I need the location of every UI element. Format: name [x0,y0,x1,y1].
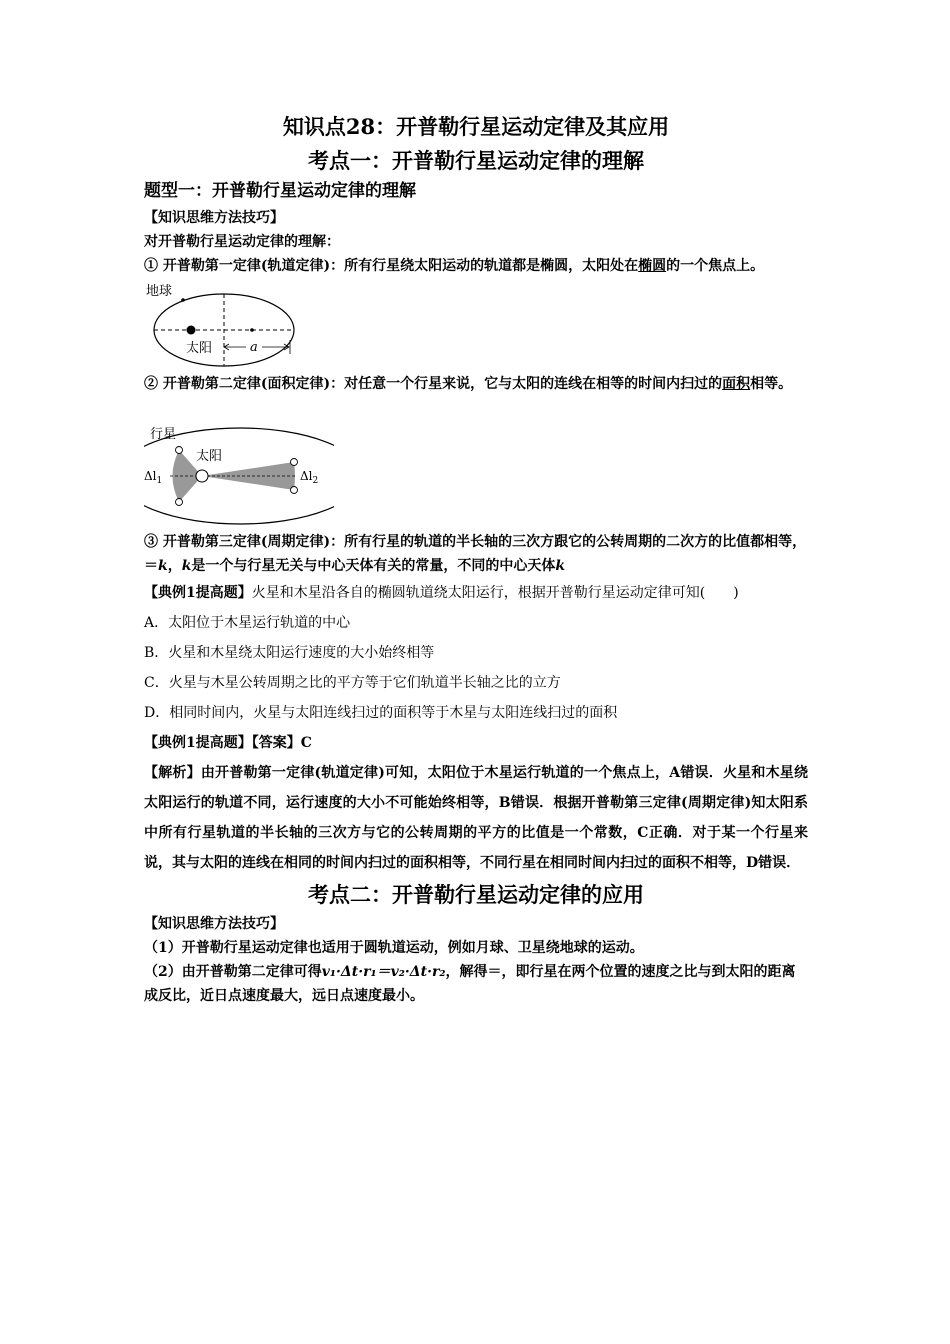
planet-pos-3 [291,459,298,466]
example1-stem [144,578,808,608]
planet-pos-2 [176,499,183,506]
skills-label-1: 【知识思维方法技巧】 [144,210,284,226]
document-content [144,112,808,1008]
ellipse-orbit-diagram [144,280,304,368]
a-label: a [250,340,258,355]
answer-label: 【典例1提高题】【答案】 [144,735,301,751]
analysis-text: 由开普勒第一定律(轨道定律)可知，太阳位于木星运行轨道的一个焦点上，A错误．火星和木星绕太阳运行的轨道不同，运行速度的大小不可能始终相等，B错误．根据开普勒第三定律(周期定律)知太阳系中所有行星轨道的半长轴的三次方与它的公转周期的平方的比值是一个常数，C正确．对于某一个行星来说，其与太阳的连线在相同的时间内扫过的面积相等，不同行星在相同时间内扫过的面积不相等，D错误． [144,765,809,871]
planet-label: 行星 [150,427,177,442]
law2-text [144,372,808,396]
sun-label-2: 太阳 [196,449,223,464]
law1-text [144,254,808,278]
option-d: D．相同时间内，火星与太阳连线扫过的面积等于木星与太阳连线扫过的面积 [144,705,618,721]
application-1: （1）开普勒行星运动定律也适用于圆轨道运动，例如月球、卫星绕地球的运动。 [144,940,644,956]
law1-prefix: ① 开普勒第一定律(轨道定律)：所有行星绕太阳运动的轨道都是椭圆，太阳处在 [144,258,639,274]
focus-dot [250,328,254,332]
section-title-2: 考点二：开普勒行星运动定律的应用 [308,882,644,907]
dl2-label: $\Delta l_2$ [300,469,319,486]
option-a: A．太阳位于木星运行轨道的中心 [144,615,351,631]
law1-underline: 椭圆 [638,258,667,274]
example1-label: 【典例1提高题】 [144,585,252,601]
app2-prefix: （2）由开普勒第二定律可得 [144,964,322,980]
area-law-diagram [144,422,334,526]
planet-pos-4 [291,487,298,494]
option-b: B．火星和木星绕太阳运行速度的大小始终相等 [144,645,435,661]
law3-k1: k [158,558,168,574]
answer-value: C [300,735,312,751]
dl1-label: $\Delta l_1$ [144,469,163,486]
analysis-label: 【解析】 [144,765,201,781]
earth-label: 地球 [146,284,173,299]
law3-k2: k [181,558,192,574]
law3-k3: k [555,558,566,574]
app2-formula: v₁·Δt·r₁＝v₂·Δt·r₂ [321,964,446,980]
planet-pos-1 [176,447,183,454]
law3-text [144,530,808,578]
app2-suffix: ，解得＝，即行星在两个位置的速度之比与到太阳的距离成反比，近日点速度最大，远日点速度最小。 [144,964,796,1004]
example1-analysis [144,758,808,878]
earth-dot [181,298,185,302]
law1-suffix: 的一个焦点上。 [666,258,765,274]
law3-prefix: ③ 开普勒第三定律(周期定律)：所有行星的轨道的半长轴的三次方跟它的公转周期的二次方的比值都相等，＝ [144,534,807,574]
sun-circle [196,470,208,482]
law2-underline: 面积 [722,376,751,392]
section-title-1: 考点一：开普勒行星运动定律的理解 [308,148,644,173]
subsection-title-1: 题型一：开普勒行星运动定律的理解 [144,181,416,201]
law2-suffix: 相等。 [750,376,793,392]
sun-label: 太阳 [186,341,213,356]
sun-dot [187,326,196,335]
example1-answer [144,728,808,758]
application-2 [144,960,808,1008]
law2-prefix: ② 开普勒第二定律(面积定律)：对任意一个行星来说，它与太阳的连线在相等的时间内扫过的 [144,376,723,392]
intro-text: 对开普勒行星运动定律的理解： [144,234,340,250]
example1-stem-text: 火星和木星沿各自的椭圆轨道绕太阳运行，根据开普勒行星运动定律可知( ) [251,585,739,601]
law3-suffix: 是一个与行星无关与中心天体有关的常量，不同的中心天体 [191,558,556,574]
option-c: C．火星与木星公转周期之比的平方等于它们轨道半长轴之比的立方 [144,675,561,691]
skills-label-2: 【知识思维方法技巧】 [144,916,284,932]
page-title: 知识点28：开普勒行星运动定律及其应用 [282,114,670,139]
law3-mid: ， [167,558,182,574]
